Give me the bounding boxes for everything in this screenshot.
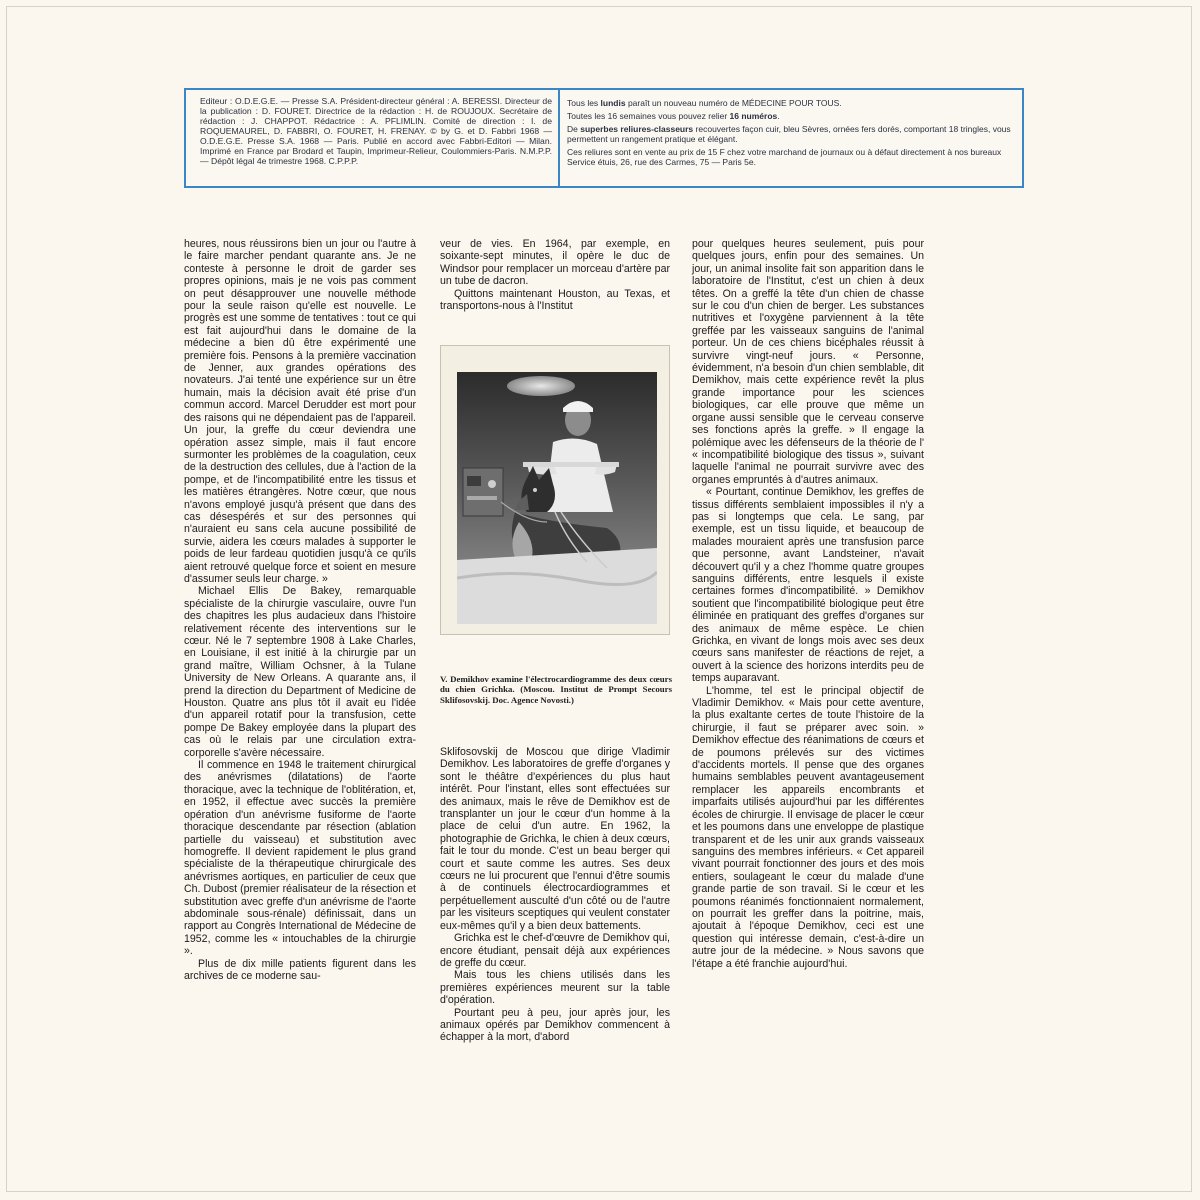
paragraph: Mais tous les chiens utilisés dans les premières expériences meurent sur la table d'opération. xyxy=(440,969,670,1007)
article-column-2-bottom xyxy=(440,746,670,1044)
photo-caption: V. Demikhov examine l'électrocardiogramme des deux cœurs du chien Grichka. (Moscou. Institut de Prompt Secours Sklifosovskij. Doc. Agence Novosti.) xyxy=(440,674,672,705)
paragraph: Pourtant peu à peu, jour après jour, les animaux opérés par Demikhov commencent à échapper à la mort, d'abord xyxy=(440,1006,670,1044)
photo-frame xyxy=(440,345,670,635)
photograph-demikhov-with-dog xyxy=(457,372,657,624)
article-column-1 xyxy=(184,238,416,982)
paragraph: heures, nous réussirons bien un jour ou l'autre à le faire marcher pendant quarante ans. Je ne conteste à personne le droit de garder ses propres opinions, mais je ne vois pas comment on peut désapprouver une nouvelle méthode pour la seule raison qu'elle est nouvelle. Le progrès est une somme de tentatives : tout ce qui est fait aujourd'hui dans le domaine de la médecine a bien dû être expérimenté une première fois. Pensons à la première vaccination de Jenner, aux grandes opérations des novateurs. J'ai tenté une expérience sur un être humain, mais la décision avait été prise d'un commun accord. Marcel Derudder est mort pour des raisons qui ne dépendaient pas de l'appareil. Un jour, la greffe du cœur deviendra une opération assez simple, mais il faut encore surmonter les problèmes de la coagulation, ceux de la destruction des cellules, due à l'action de la pompe, et de l'incompatibilité entre les tissus et les matières étrangères. Notre cœur, que nous n'avons employé jusqu'à présent que dans des cas désespérés et sur des personnes qui n'auraient eu sans cela aucune possibilité de survie, aidera les cœurs malades à supporter le poids de leur fardeau quotidien jusqu'à ce qu'ils aient retrouvé quelque force et soient en mesure d'assumer seuls leur charge. » xyxy=(184,238,417,585)
paragraph: pour quelques heures seulement, puis pour quelques jours, enfin pour des semaines. Un jour, un animal insolite fait son apparition dans le laboratoire de l'Institut, c'est un chien à deux têtes. On a greffé la tête d'un chien de chasse sur le cou d'un chien de berger. Les substances nutritives et l'oxygène parviennent à la tête greffée par les vaisseaux sanguins de l'animal porteur. Un de ces chiens bicéphales réussit à survivre vingt-neuf jours. « Personne, évidemment, n'a besoin d'un chien semblable, dit Demikhov, mais cette expérience revêt la plus grande importance pour les sciences biologiques, car elle prouve que même un organe aussi sensible que le cerveau conserve ses fonctions après la greffe. » Il engage la polémique avec les défenseurs de la théorie de l' « incompatibilité biologique des tissus », suivant laquelle l'animal ne pourrait survivre avec des organes empruntés à d'autres animaux. xyxy=(692,238,924,486)
paragraph: Plus de dix mille patients figurent dans les archives de ce moderne sau- xyxy=(184,957,416,982)
article-column-2-top xyxy=(440,238,670,312)
masthead-subscription-info xyxy=(560,90,1022,186)
paragraph: Michael Ellis De Bakey, remarquable spécialiste de la chirurgie vasculaire, ouvre l'un des chapitres les plus audacieux dans l'histoire relativement récente des interventions sur le cœur. Né le 7 septembre 1908 à Lake Charles, en Louisiane, il est initié à la chirurgie par un grand maître, William Ochsner, à la Tulane University de New Orleans. A quarante ans, il prend la direction du Department of Medicine de Houston. Quatre ans plus tôt il avait eu l'idée d'un appareil rotatif pour la transfusion, cette pompe De Bakey employée dans la plupart des cas où le relais par une circulation extra-corporelle s'avère nécessaire. xyxy=(184,585,416,759)
masthead-line-3: De superbes reliures-classeurs recouvertes façon cuir, bleu Sèvres, ornées fers dorés, comportant 18 tringles, vous permettent un rangement pratique et élégant. xyxy=(567,124,1011,145)
paragraph: L'homme, tel est le principal objectif de Vladimir Demikhov. « Mais pour cette aventure, la plus exaltante certes de toute l'histoire de la chirurgie, il faut se préparer avec soin. » Demikhov effectue des réanimations de cœurs et de poumons prélevés sur des victimes d'accidents mortels. Il pense que des organes humains semblables peuvent avantageusement remplacer les appareils encombrants et imparfaits utilisés aujourd'hui par les différentes écoles de chirurgie. Il envisage de placer le cœur et les poumons dans une enveloppe de plastique transparent et de les unir aux grands vaisseaux sanguins des membres inférieurs. « Cet appareil vivant pourrait fonctionner des jours et des mois entiers, soulageant le cœur du malade d'une grande partie de son travail. Si le cœur et les poumons réanimés fonctionnaient normalement, on pourrait les greffer dans la poitrine, mais, ajoutait à l'époque Demikhov, ceci est une question qui intéresse demain, c'est-à-dire un autre jour de la médecine. » Nous savons que l'étape a été franchie aujourd'hui. xyxy=(692,684,924,970)
paragraph: Il commence en 1948 le traitement chirurgical des anévrismes (dilatations) de l'aorte thoracique, avec la technique de l'oblitération, et, en 1952, il effectue avec succès la première opération d'un anévrisme fusiforme de l'aorte thoracique descendante par résection (ablation partielle du vaisseau) et substitution avec homogreffe. Il devient rapidement le plus grand spécialiste de la thérapeutique chirurgicale des anévrismes aortiques, en particulier de ceux que Ch. Dubost (premier réalisateur de la résection et substitution avec greffe d'un anévrisme de l'aorte abdominale sous-rénale) définissait, dans un rapport au Congrès International de Médecine de 1952, comme les « intouchables de la chirurgie ». xyxy=(184,759,416,958)
paragraph: Quittons maintenant Houston, au Texas, et transportons-nous à l'Institut xyxy=(440,287,670,313)
paragraph: Sklifosovskij de Moscou que dirige Vladimir Demikhov. Les laboratoires de greffe d'organes y sont le théâtre d'expériences du plus haut intérêt. Pour l'instant, elles sont effectuées sur des animaux, mais le rêve de Demikhov est de transplanter un jour le cœur d'un homme à la place de celui d'un autre. En 1962, la photographie de Grichka, le chien à deux cœurs, fait le tour du monde. C'est un beau berger qui court et saute comme les autres. Ses deux cœurs ne lui procurent que l'ennui d'être soumis à de continuels électrocardiogrammes et perpétuellement ausculté d'un côté ou de l'autre par les visiteurs sceptiques qui veulent constater eux-mêmes qu'il y a bien deux battements. xyxy=(440,746,670,932)
masthead-line-4: Ces reliures sont en vente au prix de 15 F chez votre marchand de journaux ou à défaut directement à nos bureaux Service étuis, 26, rue des Carmes, 75 — Paris 5e. xyxy=(567,147,1002,168)
masthead-line-1: Tous les lundis paraît un nouveau numéro de MÉDECINE POUR TOUS. xyxy=(567,98,842,108)
article-column-3 xyxy=(692,238,924,970)
paragraph: « Pourtant, continue Demikhov, les greffes de tissus différents semblaient impossibles il n'y a pas si longtemps que cela. Le sang, par exemple, est un tissu liquide, et beaucoup de malades mouraient après une transfusion parce que personne, avant Landsteiner, n'avait découvert qu'il y a chez l'homme quatre groupes sanguins différents, entre lesquels il existe certaines formes d'incompatibilité. » Demikhov soutient que l'incompatibilité biologique peut être éliminée en pratiquant des greffes d'organes sur des animaux de même espèce. Le chien Grichka, en vivant de longs mois avec ses deux cœurs sans manifester de réactions de rejet, a ouvert à la science des horizons interdits peu de temps auparavant. xyxy=(692,486,924,685)
paragraph: veur de vies. En 1964, par exemple, en soixante-sept minutes, il opère le duc de Windsor pour remplacer un morceau d'artère par un tube de dacron. xyxy=(440,238,670,288)
masthead-line-2: Toutes les 16 semaines vous pouvez relier 16 numéros. xyxy=(567,111,780,122)
masthead-box xyxy=(184,88,1024,188)
masthead-publisher-info: Editeur : O.D.E.G.E. — Presse S.A. Président-directeur général : A. BERESSI. Directeur de la publication : D. FOURET. Directrice de la rédaction : H. de ROUJOUX. Secrétaire de rédaction : J. CHAPPOT. Rédactrice : A. PFLIMLIN. Comité de direction : I. de ROQUEMAUREL, D. FABBRI, O. FOURET, H. FRENAY. © by G. et D. Fabbri 1968 — O.D.E.G.E. Presse S.A. 1968 — Paris. Publié en accord avec Fabbri-Editori — Milan. Imprimé en France par Brodard et Taupin, Imprimeur-Relieur, Coulommiers-Paris. N.M.P.P. — Dépôt légal 4e trimestre 1968. C.P.P.P. xyxy=(186,90,560,186)
paragraph: Grichka est le chef-d'œuvre de Demikhov qui, encore étudiant, pensait déjà aux expériences de greffe du cœur. xyxy=(440,932,670,969)
